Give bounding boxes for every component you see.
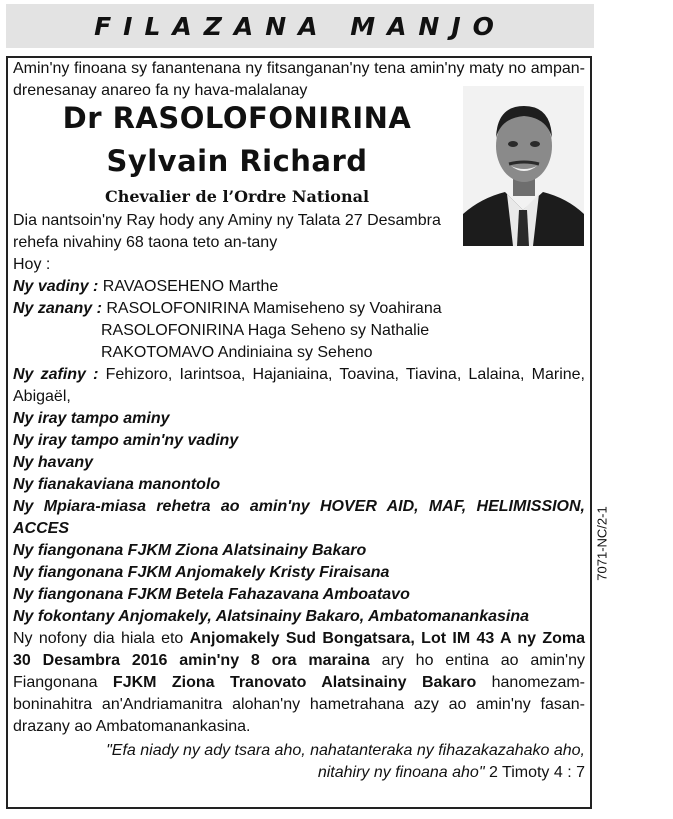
verse-line-1: "Efa niady ny ady tsara aho, nahatanteraka ny fihazakazahako aho, xyxy=(106,742,585,759)
colleagues-line-2: ACCES xyxy=(13,520,70,537)
death-notice-line-2: rehefa nivahiny 68 taona teto an-tany xyxy=(13,234,278,251)
death-notice-line-1: Dia nantsoin'ny Ray hody any Aminy ny Talata 27 Desambra xyxy=(13,212,441,229)
funeral-line-1 xyxy=(13,628,585,650)
church-line-2: Ny fiangonana FJKM Anjomakely Kristy Firaisana xyxy=(13,564,390,581)
zanany-line-1 xyxy=(13,298,585,320)
funeral-line-2 xyxy=(13,650,585,672)
funeral-text-1b: Anjomakely Sud Bongatsara, Lot IM 43 A ny Zoma xyxy=(189,630,586,647)
family-line-3: Ny havany xyxy=(13,454,94,471)
zanany-text-1: RASOLOFONIRINA Mamiseheno sy Voahirana xyxy=(101,300,442,317)
zafiny-line-2: Abigaël, xyxy=(13,388,71,405)
colleagues-line-1: Ny Mpiara-miasa rehetra ao amin'ny HOVER AID, MAF, HELIMISSION, xyxy=(13,498,585,515)
funeral-line-5: drazany ao Ambatomanankasina. xyxy=(13,718,251,735)
zanany-line-2: RASOLOFONIRINA Haga Seheno sy Nathalie xyxy=(101,322,430,339)
vadiny-label: Ny vadiny : xyxy=(13,278,99,295)
verse-text-2: nitahiry ny finoana aho" xyxy=(317,764,485,781)
funeral-text-3a: Fiangonana xyxy=(13,674,113,691)
funeral-text-3b: FJKM Ziona Tranovato Alatsinainy Bakaro xyxy=(112,674,477,691)
funeral-text-2b: ary ho entina ao amin'ny xyxy=(369,652,585,669)
verse-line-2 xyxy=(13,762,585,784)
funeral-text-1a: Ny nofony dia hiala eto xyxy=(13,630,190,647)
funeral-line-4: boninahitra an'Andriamanitra alohan'ny hametrahana azy ao amin'ny fasan- xyxy=(13,696,585,713)
ad-reference: 7071-NC/2-1 xyxy=(594,506,610,581)
family-line-2: Ny iray tampo amin'ny vadiny xyxy=(13,432,239,449)
deceased-name: Dr RASOLOFONIRINA xyxy=(62,101,412,135)
zanany-line-3: RAKOTOMAVO Andiniaina sy Seheno xyxy=(101,344,373,361)
intro-line-2: drenesanay anareo fa ny hava-malalanay xyxy=(13,82,308,99)
header-banner xyxy=(6,4,594,48)
portrait-image xyxy=(463,86,584,246)
church-line-1: Ny fiangonana FJKM Ziona Alatsinainy Bakaro xyxy=(13,542,367,559)
deceased-given-names: Sylvain Richard xyxy=(106,144,368,178)
zafiny-line-1 xyxy=(13,364,585,386)
zafiny-text: Fehizoro, Iarintsoa, Hajaniaina, Toavina, Tiavina, Lalaina, Marine, xyxy=(98,366,585,383)
vadiny-line xyxy=(13,276,585,298)
church-line-4: Ny fokontany Anjomakely, Alatsinainy Bakaro, Ambatomanankasina xyxy=(13,608,529,625)
header-title: FILAZANA MANJO xyxy=(94,11,506,41)
funeral-text-3c: hanomezam- xyxy=(476,674,585,691)
family-line-1: Ny iray tampo aminy xyxy=(13,410,170,427)
vadiny-text: RAVAOSEHENO Marthe xyxy=(98,278,279,295)
verse-reference: 2 Timoty 4 : 7 xyxy=(484,764,585,781)
funeral-text-2a: 30 Desambra 2016 amin'ny 8 ora maraina xyxy=(13,652,370,669)
funeral-line-3 xyxy=(13,672,585,694)
family-line-4: Ny fianakaviana manontolo xyxy=(13,476,221,493)
deceased-title: Chevalier de l’Ordre National xyxy=(104,187,370,206)
intro-line-1: Amin'ny finoana sy fanantenana ny fitsanganan'ny tena amin'ny maty no ampan- xyxy=(13,60,585,77)
church-line-3: Ny fiangonana FJKM Betela Fahazavana Amboatavo xyxy=(13,586,410,603)
zafiny-label: Ny zafiny : xyxy=(13,366,99,383)
hoy-label: Hoy : xyxy=(13,256,51,273)
portrait-photo xyxy=(463,86,584,246)
zanany-label: Ny zanany : xyxy=(13,300,102,317)
